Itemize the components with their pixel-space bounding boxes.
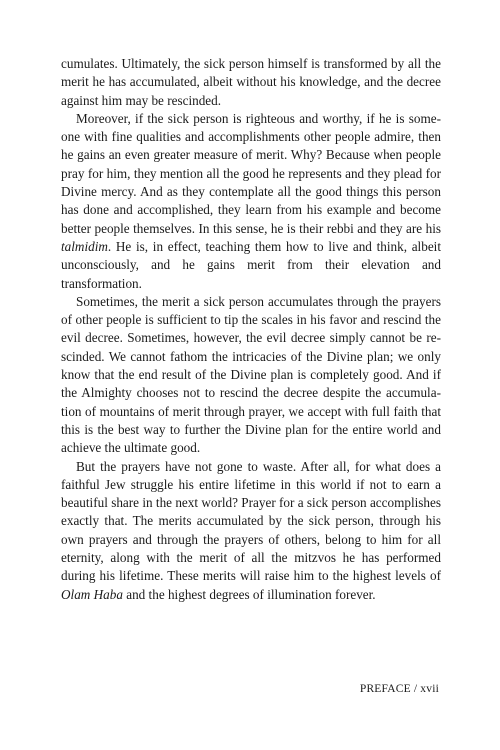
page-footer [360, 683, 439, 695]
page-number: xvii [420, 683, 439, 695]
footer-separator: / [413, 683, 418, 695]
section-title: PREFACE [359, 683, 411, 695]
text-run: Moreover, if the sick person is righteous and worthy, if he is someone with fine qualities and accomplishments other people admire, then he gains an even greater measure of merit. Why? Because when people pray for him, they mention all the good he represents and they plead for Divine mercy. And as they contemplate all the good things this person has done and accomplished, they learn from his example and become better people themselves. In this sense, he is their rebbi and they are his [61, 110, 441, 236]
body-text [61, 55, 441, 604]
text-run: . He is, in effect, teaching them how to live and think, albeit unconsciously, and he gains merit from their elevation and transformation. [61, 238, 441, 291]
paragraph [61, 458, 441, 604]
text-run: and the highest degrees of illumination forever. [122, 586, 376, 602]
paragraph [61, 110, 441, 293]
paragraph [61, 55, 441, 110]
text-run: Sometimes, the merit a sick person accumulates through the prayers of other people is sufficient to tip the scales in his favor and rescind the evil decree. Sometimes, however, the evil decree simply cannot be rescinded. We cannot fathom the intricacies of the Divine plan; we only know that the end result of the Divine plan is completely good. And if the Almighty chooses not to rescind the decree despite the accumulation of mountains of merit through prayer, we accept with full faith that this is the best way to further the Divine plan for the entire world and achieve the ultimate good. [61, 293, 441, 456]
italic-term: talmidim [61, 238, 108, 254]
text-run: cumulates. Ultimately, the sick person himself is transformed by all the merit he has accumulated, albeit without his knowledge, and the decree against him may be rescinded. [61, 56, 441, 108]
italic-term: Olam Haba [61, 586, 123, 602]
paragraph [61, 293, 441, 458]
text-run: But the prayers have not gone to waste. After all, for what does a faithful Jew struggle his entire lifetime in this world if not to earn a beautiful share in the next world? Prayer for a sick person accomplishes exactly that. The merits accumulated by the sick person, through his own prayers and through the prayers of others, belong to him for all eternity, along with the merit of all the mitzvos he has performed during his lifetime. These merits will raise him to the highest levels of [61, 458, 441, 584]
